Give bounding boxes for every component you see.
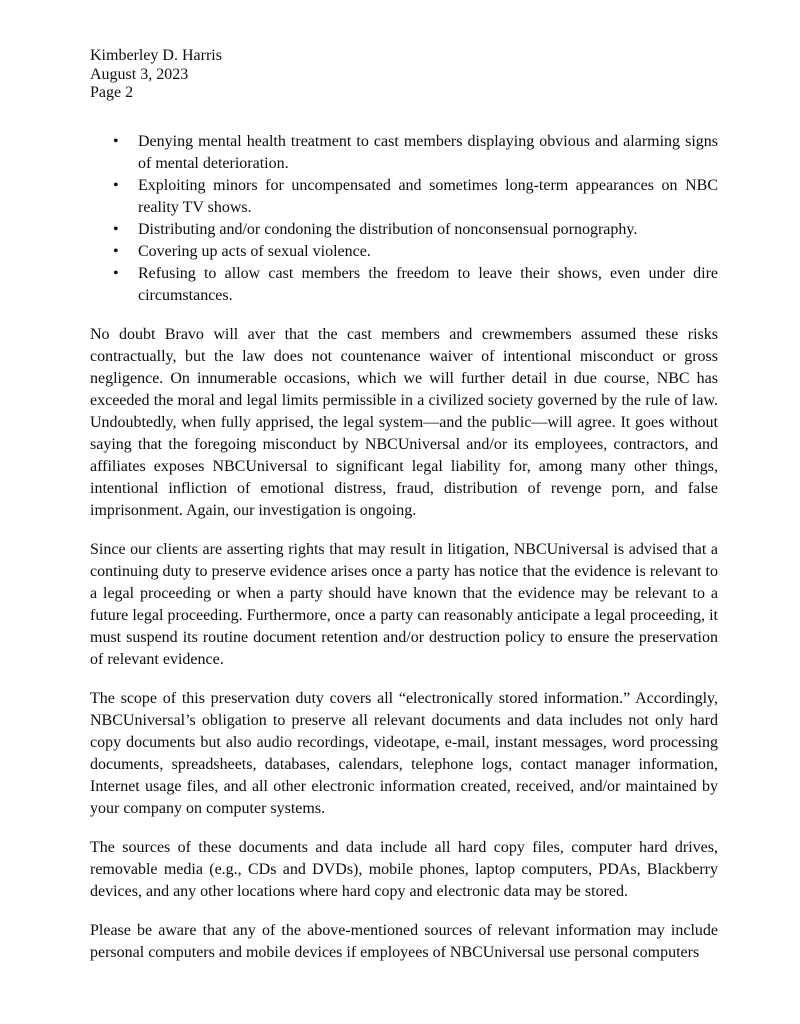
paragraph-data-sources: The sources of these documents and data include all hard copy files, computer hard drives, removable media (e.g., CDs and DVDs), mobile phones, laptop computers, PDAs, Blackberry devices, and any other locations where hard copy and electronic data may be stored. (90, 838, 718, 900)
list-item-exploiting-minors: • Exploiting minors for uncompensated and sometimes long-term appearances on NBC reality TV shows. (90, 175, 718, 219)
list-item-distributing-pornography: • Distributing and/or condoning the distribution of nonconsensual pornography. (90, 219, 718, 241)
list-item-denying-treatment: • Denying mental health treatment to cast members displaying obvious and alarming signs of mental deterioration. (90, 131, 718, 175)
paragraph-esi-scope: The scope of this preservation duty covers all “electronically stored information.” Accordingly, NBCUniversal’s obligation to preserve all relevant documents and data includes not only hard copy documents but also audio recordings, videotape, e-mail, instant messages, word processing documents, spreadsheets, databases, calendars, telephone logs, contact manager information, Internet usage files, and all other electronic information created, received, and/or maintained by your company on computer systems. (90, 689, 718, 817)
list-item-refusing-freedom: • Refusing to allow cast members the freedom to leave their shows, even under dire circumstances. (90, 263, 718, 307)
list-item-covering-up: • Covering up acts of sexual violence. (90, 241, 718, 263)
page-number: Page 2 (90, 84, 134, 101)
paragraph-legal-liability: No doubt Bravo will aver that the cast members and crewmembers assumed these risks contractually, but the law does not countenance waiver of intentional misconduct or gross negligence. On innumerable occasions, which we will further detail in due course, NBC has exceeded the moral and legal limits permissible in a civilized society governed by the rule of law. Undoubtedly, when fully apprised, the legal system—and the public—will agree. It goes without saying that the foregoing misconduct by NBCUniversal and/or its employees, contractors, and affiliates exposes NBCUniversal to significant legal liability for, among many other things, intentional infliction of emotional distress, fraud, distribution of revenge porn, and false imprisonment. Again, our investigation is ongoing. (90, 325, 718, 519)
allegations-list (90, 131, 718, 307)
paragraph-preservation-duty: Since our clients are asserting rights that may result in litigation, NBCUniversal is advised that a continuing duty to preserve evidence arises once a party has notice that the evidence is relevant to a legal proceeding or when a party should have known that the evidence may be relevant to a future legal proceeding. Furthermore, once a party can reasonably anticipate a legal proceeding, it must suspend its routine document retention and/or destruction policy to ensure the preservation of relevant evidence. (90, 540, 718, 668)
letter-date: August 3, 2023 (90, 65, 189, 83)
recipient-name: Kimberley D. Harris (90, 47, 222, 64)
paragraph-personal-devices: Please be aware that any of the above-mentioned sources of relevant information may include personal computers and mobile devices if employees of NBCUniversal use personal computers (90, 921, 718, 961)
letter-header (90, 47, 718, 103)
